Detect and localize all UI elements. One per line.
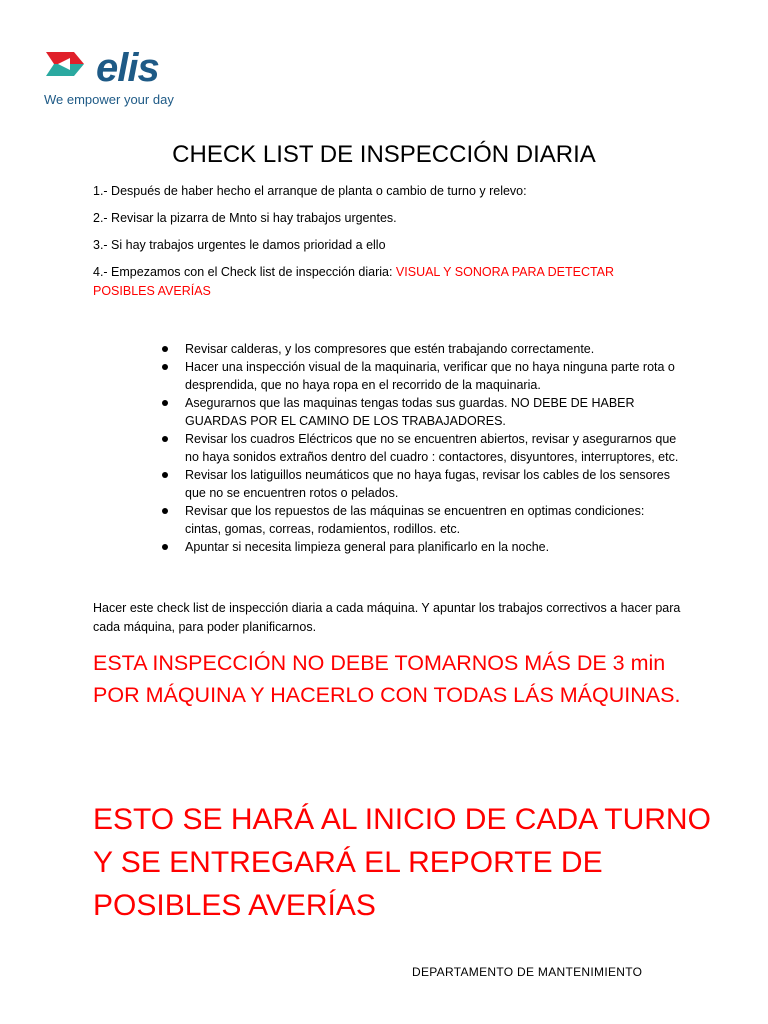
checklist-text: Apuntar si necesita limpieza general para planificarlo en la noche.	[185, 540, 550, 554]
checklist-text: Revisar los cuadros Eléctricos que no se encuentren abiertos, revisar y asegurarnos que no haya sonidos extraños dentro del cuadro : contactores, disyuntores, interruptores, etc.	[185, 432, 679, 464]
checklist-text: Asegurarnos que las maquinas tengas todas sus guardas. NO DEBE DE HABER GUARDAS POR EL CAMINO DE LOS TRABAJADORES.	[185, 396, 635, 428]
step-item	[93, 236, 653, 255]
checklist-text: Revisar calderas, y los compresores que estén trabajando correctamente.	[185, 342, 595, 356]
inspection-checklist	[160, 340, 680, 556]
department-footer: DEPARTAMENTO DE MANTENIMIENTO	[412, 965, 643, 979]
step-item	[93, 209, 653, 228]
instruction-note: Hacer este check list de inspección diaria a cada máquina. Y apuntar los trabajos correctivos a hacer para cada máquina, para poder planificarnos.	[93, 601, 681, 634]
brand-tagline: We empower your day	[44, 92, 174, 107]
checklist-item	[160, 358, 680, 394]
step-text: 4.- Empezamos con el Check list de inspección diaria:	[93, 265, 396, 279]
bullet-icon	[162, 346, 168, 352]
step-item	[93, 263, 653, 301]
step-item	[93, 182, 653, 201]
checklist-text: Revisar los latiguillos neumáticos que no haya fugas, revisar los cables de los sensores que no se encuentren rotos o pelados.	[185, 468, 670, 500]
checklist-item	[160, 340, 680, 358]
bullet-icon	[162, 544, 168, 550]
step-text: 3.- Si hay trabajos urgentes le damos prioridad a ello	[93, 238, 386, 252]
steps-list	[93, 182, 653, 309]
checklist-item	[160, 394, 680, 430]
checklist-item	[160, 466, 680, 502]
bullet-icon	[162, 472, 168, 478]
checklist-item	[160, 502, 680, 538]
bullet-icon	[162, 364, 168, 370]
shift-report-warning: ESTO SE HARÁ AL INICIO DE CADA TURNO Y SE ENTREGARÁ EL REPORTE DE POSIBLES AVERÍAS	[93, 803, 711, 922]
checklist-text: Hacer una inspección visual de la maquinaria, verificar que no haya ninguna parte rota o desprendida, que no haya ropa en el recorrido de la maquinaria.	[185, 360, 675, 392]
checklist-item	[160, 538, 680, 556]
bullet-icon	[162, 508, 168, 514]
brand-wordmark: elis	[96, 46, 159, 90]
step-text: 2.- Revisar la pizarra de Mnto si hay trabajos urgentes.	[93, 211, 397, 225]
bullet-icon	[162, 436, 168, 442]
step-highlight: VISUAL Y SONORA PARA DETECTAR POSIBLES AVERÍAS	[93, 265, 615, 298]
company-logo	[44, 44, 204, 110]
elis-mark-icon	[44, 44, 96, 88]
checklist-text: Revisar que los repuestos de las máquinas se encuentren en optimas condiciones: cintas, gomas, correas, rodamientos, rodillos. etc.	[185, 504, 645, 536]
time-limit-warning: ESTA INSPECCIÓN NO DEBE TOMARNOS MÁS DE 3 min POR MÁQUINA Y HACERLO CON TODAS LÁS MÁQUINAS.	[93, 651, 681, 707]
page-title: CHECK LIST DE INSPECCIÓN DIARIA	[172, 141, 596, 168]
bullet-icon	[162, 400, 168, 406]
checklist-item	[160, 430, 680, 466]
step-text: 1.- Después de haber hecho el arranque de planta o cambio de turno y relevo:	[93, 184, 527, 198]
